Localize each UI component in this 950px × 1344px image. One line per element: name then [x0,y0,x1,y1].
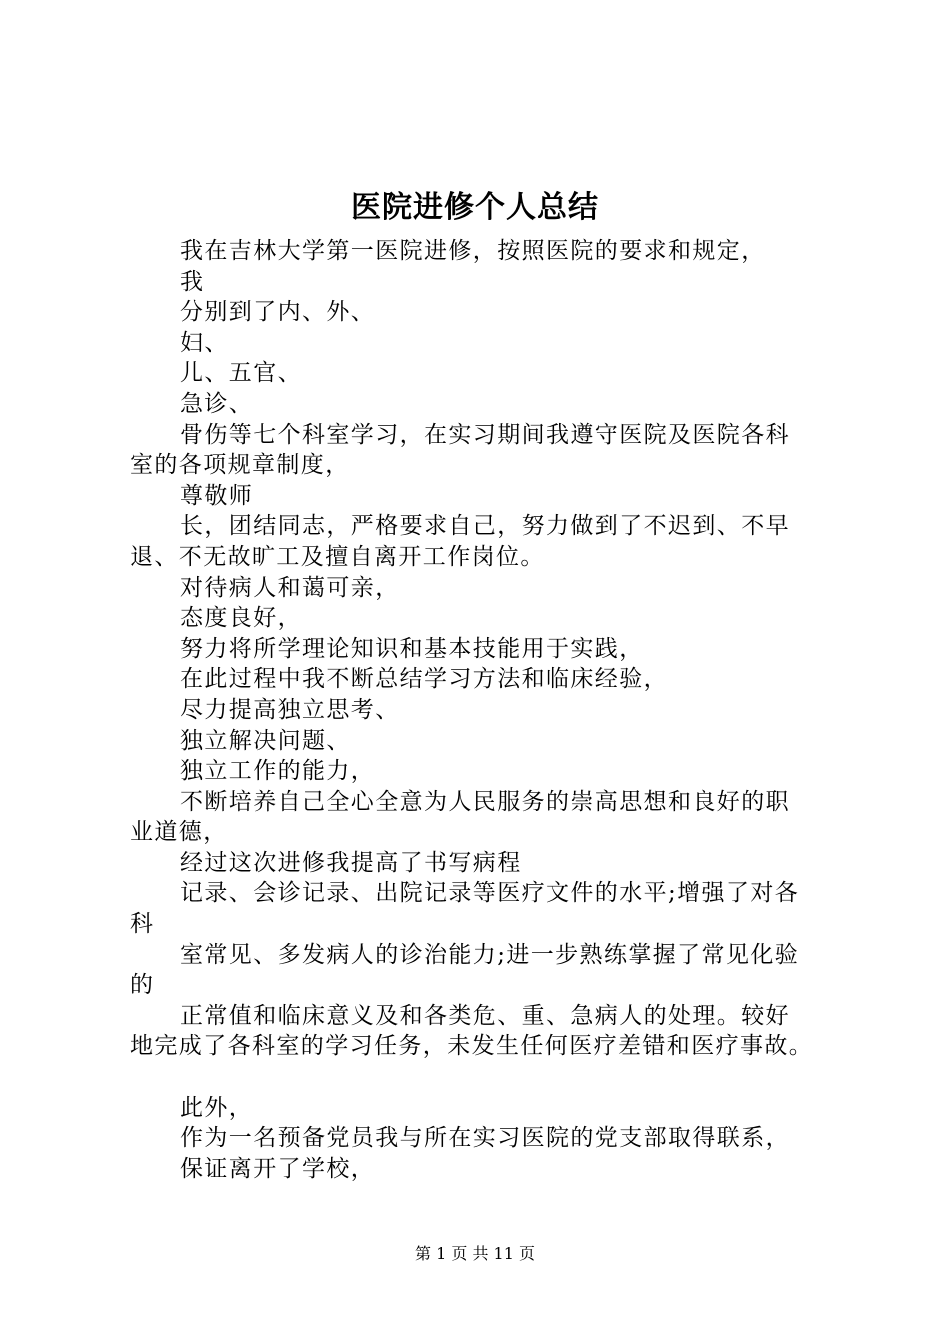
blank-line [130,1062,840,1093]
paragraph-line: 我在吉林大学第一医院进修，按照医院的要求和规定， [180,238,766,264]
paragraph-line: 退、不无故旷工及擅自离开工作岗位。 [130,543,545,570]
paragraph-line: 努力将所学理论知识和基本技能用于实践， [180,635,644,662]
paragraph-line: 此外， [180,1094,254,1121]
paragraph-line: 室常见、多发病人的诊治能力;进一步熟练掌握了常见化验 [180,941,800,968]
paragraph-line: 分别到了内、外、 [180,299,376,326]
paragraph-line: 保证离开了学校， [180,1155,376,1182]
paragraph-line: 我 [180,268,205,295]
paragraph-line: 在此过程中我不断总结学习方法和临床经验， [180,666,668,693]
paragraph-line: 科 [130,911,155,938]
paragraph-line: 骨伤等七个科室学习，在实习期间我遵守医院及医院各科 [180,421,790,448]
paragraph-line: 不断培养自己全心全意为人民服务的崇高思想和良好的职 [180,788,790,815]
paragraph-line: 独立解决问题、 [180,727,351,754]
paragraph-line: 的 [130,972,155,999]
paragraph-line: 尽力提高独立思考、 [180,696,400,723]
paragraph-line: 独立工作的能力， [180,758,376,785]
paragraph-line: 长，团结同志，严格要求自己，努力做到了不迟到、不早 [180,513,790,540]
paragraph-line: 作为一名预备党员我与所在实习医院的党支部取得联系， [180,1125,790,1152]
paragraph-line: 妇、 [180,329,229,356]
paragraph-line: 儿、五官、 [180,360,302,387]
page-footer: 第 1 页 共 11 页 [415,1244,535,1263]
paragraph-line: 记录、会诊记录、出院记录等医疗文件的水平;增强了对各 [180,880,800,907]
paragraph-line: 急诊、 [180,390,254,417]
paragraph-line: 地完成了各科室的学习任务，未发生任何医疗差错和医疗事故。 [130,1033,814,1060]
paragraph-line: 业道德， [130,819,228,846]
paragraph-line: 经过这次进修我提高了书写病程 [180,849,522,876]
paragraph-line: 正常值和临床意义及和各类危、重、急病人的处理。较好 [180,1002,790,1029]
document-title: 医院进修个人总结 [351,190,599,225]
paragraph-line: 室的各项规章制度， [130,452,350,479]
document-body [130,236,840,1184]
paragraph-line: 对待病人和蔼可亲， [180,574,400,601]
paragraph-line: 态度良好， [180,605,302,632]
paragraph-line: 尊敬师 [180,482,254,509]
